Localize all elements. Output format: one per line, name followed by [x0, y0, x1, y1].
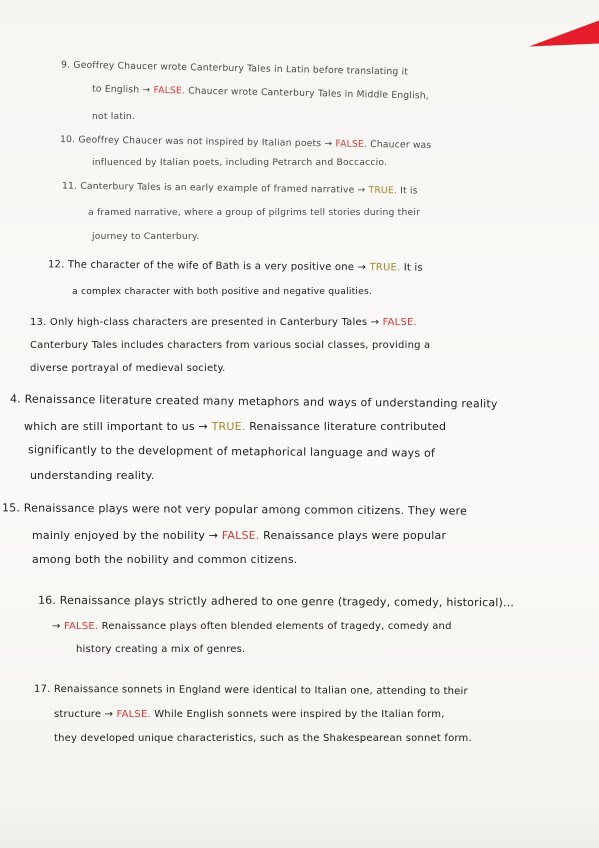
- item-14-line-2: which are still important to us → TRUE. Renaissance literature contributed: [24, 420, 447, 433]
- item-11-line-2: a framed narrative, where a group of pilgrims tell stories during their: [88, 207, 421, 218]
- item-17-line-3: they developed unique characteristics, such as the Shakespearean sonnet form.: [54, 733, 472, 744]
- arrow-icon: →: [104, 709, 114, 720]
- item-10-line-2: influenced by Italian poets, including Petrarch and Boccaccio.: [92, 157, 388, 168]
- verdict-true: TRUE.: [369, 262, 401, 274]
- verdict-false: FALSE.: [63, 621, 99, 632]
- item-11-line-3: journey to Canterbury.: [92, 231, 200, 242]
- item-14-line-3: significantly to the development of metaphorical language and ways of: [27, 443, 436, 460]
- arrow-icon: →: [208, 529, 219, 542]
- item-17-line-2: structure → FALSE. While English sonnets were inspired by the Italian form,: [54, 709, 445, 720]
- item-9-line-1: 9. Geoffrey Chaucer wrote Canterbury Tales in Latin before translating it: [60, 59, 409, 78]
- red-corner-mark: [529, 21, 599, 59]
- item-16-line-3: history creating a mix of genres.: [76, 644, 246, 655]
- item-14-line-4: understanding reality.: [30, 469, 155, 482]
- item-13-line-3: diverse portrayal of medieval society.: [30, 363, 226, 374]
- item-12-line-1: 12. The character of the wife of Bath is a very positive one → TRUE. It is: [47, 259, 423, 274]
- verdict-false: FALSE.: [382, 317, 417, 328]
- verdict-true: TRUE.: [211, 420, 246, 433]
- verdict-true: TRUE.: [368, 184, 398, 197]
- item-15-line-2: mainly enjoyed by the nobility → FALSE. Renaissance plays were popular: [32, 529, 447, 542]
- page-shadow: [0, 808, 599, 848]
- item-16-line-2: → FALSE. Renaissance plays often blended elements of tragedy, comedy and: [52, 621, 452, 632]
- verdict-false: FALSE.: [116, 709, 151, 720]
- item-10-line-1: 10. Geoffrey Chaucer was not inspired by Italian poets → FALSE. Chaucer was: [59, 134, 432, 151]
- arrow-icon: →: [357, 184, 366, 196]
- arrow-icon: →: [142, 84, 151, 96]
- verdict-false: FALSE.: [153, 84, 186, 97]
- arrow-icon: →: [198, 420, 208, 433]
- item-17-line-1: 17. Renaissance sonnets in England were identical to Italian one, attending to their: [33, 683, 468, 698]
- item-13-line-1: 13. Only high-class characters are presented in Canterbury Tales → FALSE.: [30, 317, 417, 328]
- arrow-icon: →: [324, 138, 333, 150]
- item-12-line-2: a complex character with both positive and negative qualities.: [72, 286, 373, 297]
- item-14-line-1: 4. Renaissance literature created many metaphors and ways of understanding reality: [9, 392, 498, 411]
- item-9-line-2: to English → FALSE. Chaucer wrote Canterbury Tales in Middle English,: [91, 83, 430, 102]
- item-16-line-1: 16. Renaissance plays strictly adhered to one genre (tragedy, comedy, historical)...: [37, 593, 515, 610]
- item-15-line-1: 15. Renaissance plays were not very popular among common citizens. They were: [1, 501, 468, 518]
- item-9-line-3: not latin.: [92, 111, 136, 122]
- item-15-line-3: among both the nobility and common citizens.: [32, 553, 298, 566]
- item-11-line-1: 11. Canterbury Tales is an early example of framed narrative → TRUE. It is: [61, 180, 418, 197]
- arrow-icon: →: [357, 262, 367, 274]
- verdict-false: FALSE.: [335, 138, 368, 150]
- item-13-line-2: Canterbury Tales includes characters from various social classes, providing a: [30, 340, 431, 351]
- arrow-icon: →: [52, 621, 61, 632]
- arrow-icon: →: [370, 317, 380, 328]
- verdict-false: FALSE.: [221, 529, 260, 542]
